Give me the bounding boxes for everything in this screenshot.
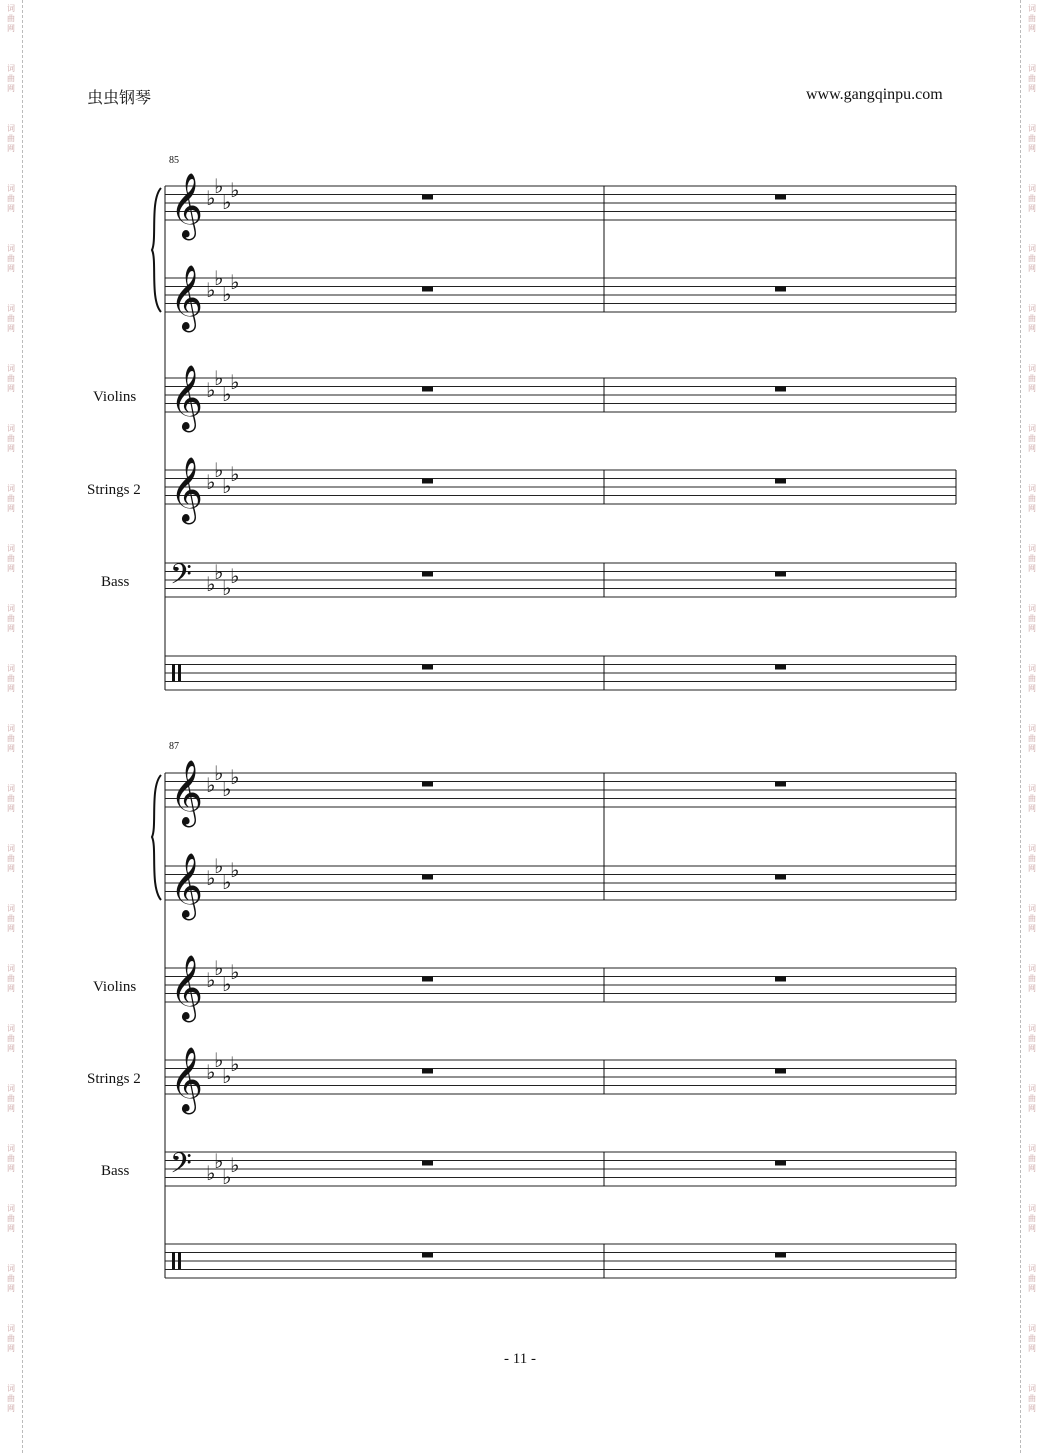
system-1: [87, 155, 956, 690]
whole-rest-icon: [422, 1253, 433, 1258]
instrument-label-bass: Bass: [101, 1163, 130, 1179]
percussion-staff: [165, 1244, 956, 1278]
flat-icon: ♭: [214, 956, 224, 980]
flat-icon: ♭: [222, 972, 232, 996]
flat-icon: ♭: [230, 462, 240, 486]
measure-number: 85: [169, 155, 179, 166]
flat-icon: ♭: [222, 870, 232, 894]
treble-clef-icon: 𝄞: [170, 1047, 204, 1112]
whole-rest-icon: [775, 977, 786, 982]
whole-rest-icon: [775, 287, 786, 292]
flat-icon: ♭: [222, 190, 232, 214]
flat-icon: ♭: [214, 366, 224, 390]
watermark-text: 词 曲 网: [7, 724, 15, 753]
watermark-text: 词 曲 网: [7, 904, 15, 933]
watermark-text: 词 曲 网: [1028, 124, 1036, 153]
flat-icon: ♭: [222, 382, 232, 406]
watermark-text: 词 曲 网: [7, 484, 15, 513]
percussion-staff: [165, 656, 956, 690]
watermark-text: 词 曲 网: [1028, 1024, 1036, 1053]
flat-icon: ♭: [214, 761, 224, 785]
watermark-text: 词 曲 网: [7, 1144, 15, 1173]
treble-clef-icon: 𝄞: [170, 760, 204, 825]
whole-rest-icon: [775, 1253, 786, 1258]
whole-rest-icon: [775, 782, 786, 787]
whole-rest-icon: [775, 387, 786, 392]
flat-icon: ♭: [206, 378, 216, 402]
whole-rest-icon: [422, 1161, 433, 1166]
whole-rest-icon: [422, 782, 433, 787]
flat-icon: ♭: [222, 282, 232, 306]
flat-icon: ♭: [230, 178, 240, 202]
watermark-text: 词 曲 网: [1028, 664, 1036, 693]
whole-rest-icon: [422, 977, 433, 982]
flat-icon: ♭: [230, 270, 240, 294]
flat-icon: ♭: [214, 560, 224, 584]
flat-icon: ♭: [230, 858, 240, 882]
whole-rest-icon: [775, 195, 786, 200]
flat-icon: ♭: [206, 278, 216, 302]
instrument-label-bass: Bass: [101, 574, 130, 590]
watermark-text: 词 曲 网: [1028, 64, 1036, 93]
flat-icon: ♭: [206, 186, 216, 210]
whole-rest-icon: [422, 572, 433, 577]
watermark-text: 词 曲 网: [1028, 904, 1036, 933]
watermark-text: 词 曲 网: [7, 1324, 15, 1353]
flat-icon: ♭: [206, 773, 216, 797]
treble-clef-icon: 𝄞: [170, 457, 204, 522]
whole-rest-icon: [775, 572, 786, 577]
measure-number: 87: [169, 741, 179, 752]
watermark-text: 词 曲 网: [7, 544, 15, 573]
watermark-text: 词 曲 网: [1028, 604, 1036, 633]
strings-2-staff: [165, 1047, 956, 1114]
watermark-text: 词 曲 网: [1028, 304, 1036, 333]
treble-clef-icon: 𝄞: [170, 853, 204, 918]
treble-clef-icon: 𝄞: [170, 365, 204, 430]
bass-clef-icon: 𝄢: [170, 1147, 192, 1187]
violins-staff: [165, 365, 956, 432]
flat-icon: ♭: [214, 1149, 224, 1173]
whole-rest-icon: [775, 479, 786, 484]
watermark-text: 词 曲 网: [7, 964, 15, 993]
whole-rest-icon: [422, 1069, 433, 1074]
flat-icon: ♭: [214, 458, 224, 482]
flat-icon: ♭: [206, 1060, 216, 1084]
flat-icon: ♭: [222, 576, 232, 600]
site-name: 虫虫钢琴: [87, 88, 152, 107]
watermark-text: 词 曲 网: [7, 1204, 15, 1233]
watermark-text: 词 曲 网: [1028, 1324, 1036, 1353]
flat-icon: ♭: [206, 1161, 216, 1185]
whole-rest-icon: [422, 665, 433, 670]
treble-clef-icon: 𝄞: [170, 173, 204, 238]
piano-left-hand-staff: [165, 853, 956, 920]
watermark-text: 词 曲 网: [1028, 1384, 1036, 1413]
instrument-label-strings-2: Strings 2: [87, 482, 141, 498]
piano-brace: [152, 188, 161, 312]
whole-rest-icon: [422, 387, 433, 392]
watermark-text: 词 曲 网: [7, 664, 15, 693]
site-url[interactable]: www.gangqinpu.com: [806, 86, 943, 103]
flat-icon: ♭: [214, 174, 224, 198]
whole-rest-icon: [775, 1069, 786, 1074]
violins-staff: [165, 955, 956, 1022]
piano-right-hand-staff: [165, 760, 956, 827]
flat-icon: ♭: [230, 370, 240, 394]
instrument-label-violins: Violins: [93, 389, 137, 405]
watermark-text: 词 曲 网: [1028, 1084, 1036, 1113]
bass-staff: [165, 1147, 956, 1189]
flat-icon: ♭: [230, 1153, 240, 1177]
instrument-label-strings-2: Strings 2: [87, 1071, 141, 1087]
watermark-text: 词 曲 网: [1028, 4, 1036, 33]
flat-icon: ♭: [214, 266, 224, 290]
watermark-text: 词 曲 网: [1028, 544, 1036, 573]
flat-icon: ♭: [222, 777, 232, 801]
watermark-text: 词 曲 网: [1028, 424, 1036, 453]
whole-rest-icon: [422, 479, 433, 484]
watermark-text: 词 曲 网: [1028, 244, 1036, 273]
watermark-text: 词 曲 网: [7, 1024, 15, 1053]
watermark-text: 词 曲 网: [7, 304, 15, 333]
watermark-text: 词 曲 网: [7, 844, 15, 873]
watermark-text: 词 曲 网: [1028, 724, 1036, 753]
system-2: [87, 741, 956, 1278]
piano-right-hand-staff: [165, 173, 956, 240]
flat-icon: ♭: [206, 866, 216, 890]
piano-left-hand-staff: [165, 265, 956, 332]
flat-icon: ♭: [230, 1052, 240, 1076]
watermark-text: 词 曲 网: [1028, 844, 1036, 873]
whole-rest-icon: [422, 195, 433, 200]
flat-icon: ♭: [214, 854, 224, 878]
watermark-text: 词 曲 网: [1028, 364, 1036, 393]
bass-clef-icon: 𝄢: [170, 558, 192, 598]
watermark-text: 词 曲 网: [7, 184, 15, 213]
watermark-text: 词 曲 网: [7, 124, 15, 153]
whole-rest-icon: [775, 665, 786, 670]
watermark-text: 词 曲 网: [7, 424, 15, 453]
bass-staff: [165, 558, 956, 600]
treble-clef-icon: 𝄞: [170, 955, 204, 1020]
watermark-text: 词 曲 网: [7, 1084, 15, 1113]
whole-rest-icon: [775, 875, 786, 880]
whole-rest-icon: [422, 875, 433, 880]
watermark-text: 词 曲 网: [1028, 784, 1036, 813]
strings-2-staff: [165, 457, 956, 524]
watermark-text: 词 曲 网: [7, 64, 15, 93]
watermark-text: 词 曲 网: [1028, 184, 1036, 213]
piano-brace: [152, 775, 161, 900]
treble-clef-icon: 𝄞: [170, 265, 204, 330]
watermark-text: 词 曲 网: [1028, 1264, 1036, 1293]
page-number: - 11 -: [504, 1351, 536, 1367]
watermark-text: 词 曲 网: [7, 1264, 15, 1293]
flat-icon: ♭: [214, 1048, 224, 1072]
whole-rest-icon: [422, 287, 433, 292]
watermark-text: 词 曲 网: [7, 4, 15, 33]
flat-icon: ♭: [230, 765, 240, 789]
watermark-text: 词 曲 网: [7, 1384, 15, 1413]
flat-icon: ♭: [230, 564, 240, 588]
instrument-label-violins: Violins: [93, 979, 137, 995]
watermark-text: 词 曲 网: [7, 604, 15, 633]
watermark-text: 词 曲 网: [7, 784, 15, 813]
watermark-text: 词 曲 网: [7, 244, 15, 273]
flat-icon: ♭: [206, 968, 216, 992]
watermark-text: 词 曲 网: [1028, 484, 1036, 513]
flat-icon: ♭: [230, 960, 240, 984]
watermark-text: 词 曲 网: [1028, 1144, 1036, 1173]
flat-icon: ♭: [222, 1165, 232, 1189]
flat-icon: ♭: [206, 470, 216, 494]
flat-icon: ♭: [222, 474, 232, 498]
flat-icon: ♭: [222, 1064, 232, 1088]
watermark-text: 词 曲 网: [1028, 964, 1036, 993]
watermark-text: 词 曲 网: [1028, 1204, 1036, 1233]
whole-rest-icon: [775, 1161, 786, 1166]
flat-icon: ♭: [206, 572, 216, 596]
watermark-text: 词 曲 网: [7, 364, 15, 393]
